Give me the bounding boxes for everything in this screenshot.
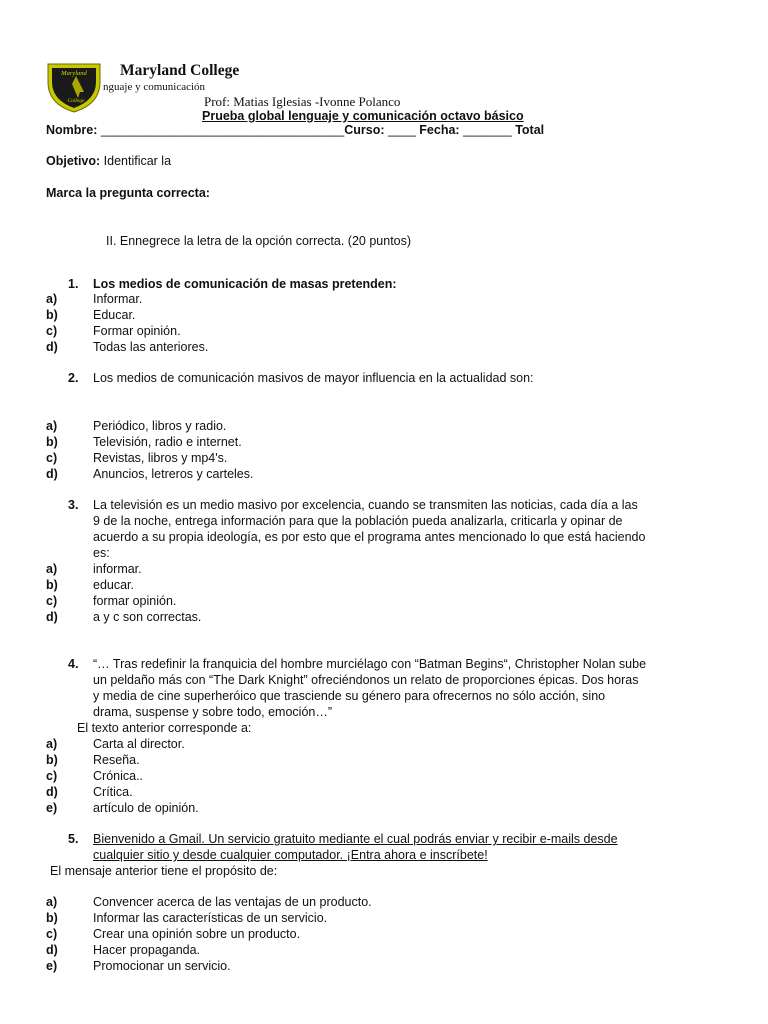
question-text-line: Bienvenido a Gmail. Un servicio gratuito mediante el cual podrás enviar y recibir e-mails desde	[93, 832, 618, 846]
question-text-line: La televisión es un medio masivo por excelencia, cuando se transmiten las noticias, cada día a las	[93, 498, 638, 512]
question-text-line: acuerdo a su propia ideología, es por esto que el programa antes mencionado lo que está haciendo	[93, 530, 646, 544]
question-text: Los medios de comunicación masivos de mayor influencia en la actualidad son:	[93, 371, 534, 385]
option-letter[interactable]: d)	[46, 467, 58, 481]
subject-name: nguaje y comunicación	[103, 81, 206, 93]
option-letter[interactable]: d)	[46, 610, 58, 624]
question-prompt: El mensaje anterior tiene el propósito de:	[50, 864, 278, 878]
option-text[interactable]: Crítica.	[93, 785, 133, 799]
question-text-line: drama, suspense y sobre todo, emoción…”	[93, 705, 333, 719]
question-text-line: es:	[93, 546, 110, 560]
option-text[interactable]: Promocionar un servicio.	[93, 959, 231, 973]
course-field[interactable]: ____	[387, 123, 416, 137]
option-text[interactable]: Todas las anteriores.	[93, 340, 209, 354]
option-letter[interactable]: c)	[46, 324, 58, 338]
option-text[interactable]: informar.	[93, 562, 142, 576]
option-text[interactable]: Informar.	[93, 292, 143, 306]
question-text-line: 9 de la noche, entrega información para que la población pueda analizarla, criticarla y opinar de	[93, 514, 623, 528]
teachers: Prof: Matias Iglesias -Ivonne Polanco	[204, 94, 401, 109]
question-number: 1.	[68, 277, 79, 291]
logo-text-top: Maryland	[61, 70, 87, 77]
option-letter[interactable]: c)	[46, 769, 58, 783]
option-letter[interactable]: a)	[46, 562, 58, 576]
option-letter[interactable]: c)	[46, 451, 58, 465]
section-instruction: II. Ennegrece la letra de la opción correcta. (20 puntos)	[106, 234, 412, 248]
course-label: Curso:	[344, 123, 385, 137]
option-text[interactable]: educar.	[93, 578, 135, 592]
question-number: 3.	[68, 498, 79, 512]
total-label: Total	[515, 123, 545, 137]
question-number: 2.	[68, 371, 79, 385]
option-text[interactable]: Hacer propaganda.	[93, 943, 201, 957]
objective-text: Identificar la	[100, 154, 172, 168]
option-text[interactable]: Convencer acerca de las ventajas de un producto.	[93, 895, 372, 909]
date-field[interactable]: _______	[463, 123, 512, 137]
school-name: Maryland College	[120, 62, 240, 79]
option-letter[interactable]: b)	[46, 435, 58, 449]
option-text[interactable]: Educar.	[93, 308, 136, 322]
option-letter[interactable]: c)	[46, 927, 58, 941]
option-text[interactable]: formar opinión.	[93, 594, 177, 608]
date-label: Fecha:	[419, 123, 460, 137]
logo-text-bottom: College	[67, 98, 85, 104]
option-letter[interactable]: b)	[46, 308, 58, 322]
option-letter[interactable]: d)	[46, 340, 58, 354]
option-letter[interactable]: c)	[46, 594, 58, 608]
question-text-line: “… Tras redefinir la franquicia del hombre murciélago con “Batman Begins“, Christopher Nolan sube	[93, 657, 647, 671]
question-text-line: un peldaño más con “The Dark Knight” ofreciéndonos un relato de proporciones épicas. Dos horas	[93, 673, 639, 687]
main-instruction: Marca la pregunta correcta:	[46, 186, 210, 200]
option-letter[interactable]: a)	[46, 419, 58, 433]
student-form-line	[46, 123, 544, 137]
question-text: Los medios de comunicación de masas pretenden:	[93, 277, 397, 291]
objective-label: Objetivo:	[46, 154, 101, 168]
option-text[interactable]: artículo de opinión.	[93, 801, 199, 815]
option-letter[interactable]: b)	[46, 911, 58, 925]
option-letter[interactable]: d)	[46, 785, 58, 799]
option-text[interactable]: Informar las características de un servicio.	[93, 911, 328, 925]
test-title: Prueba global lenguaje y comunicación octavo básico	[202, 109, 524, 123]
question-text-line: cualquier sitio y desde cualquier computador. ¡Entra ahora e inscríbete!	[93, 848, 488, 862]
option-text[interactable]: Periódico, libros y radio.	[93, 419, 227, 433]
name-field[interactable]: ___________________________________	[100, 123, 345, 137]
name-label: Nombre:	[46, 123, 98, 137]
option-text[interactable]: Televisión, radio e internet.	[93, 435, 242, 449]
option-letter[interactable]: a)	[46, 737, 58, 751]
question-number: 4.	[68, 657, 79, 671]
option-text[interactable]: Crear una opinión sobre un producto.	[93, 927, 301, 941]
option-text[interactable]: Anuncios, letreros y carteles.	[93, 467, 254, 481]
objective	[46, 154, 171, 168]
option-text[interactable]: a y c son correctas.	[93, 610, 202, 624]
option-letter[interactable]: b)	[46, 753, 58, 767]
option-text[interactable]: Carta al director.	[93, 737, 185, 751]
option-letter[interactable]: b)	[46, 578, 58, 592]
option-letter[interactable]: e)	[46, 959, 58, 973]
option-letter[interactable]: a)	[46, 292, 58, 306]
question-text-line: y media de cine superheróico que trasciende su género para ofrecernos no sólo acción, sino	[93, 689, 606, 703]
school-logo	[46, 62, 102, 114]
option-text[interactable]: Formar opinión.	[93, 324, 181, 338]
option-letter[interactable]: d)	[46, 943, 58, 957]
option-letter[interactable]: a)	[46, 895, 58, 909]
question-number: 5.	[68, 832, 79, 846]
question-prompt: El texto anterior corresponde a:	[77, 721, 252, 735]
option-text[interactable]: Crónica..	[93, 769, 144, 783]
option-text[interactable]: Revistas, libros y mp4's.	[93, 451, 228, 465]
option-letter[interactable]: e)	[46, 801, 58, 815]
option-text[interactable]: Reseña.	[93, 753, 140, 767]
